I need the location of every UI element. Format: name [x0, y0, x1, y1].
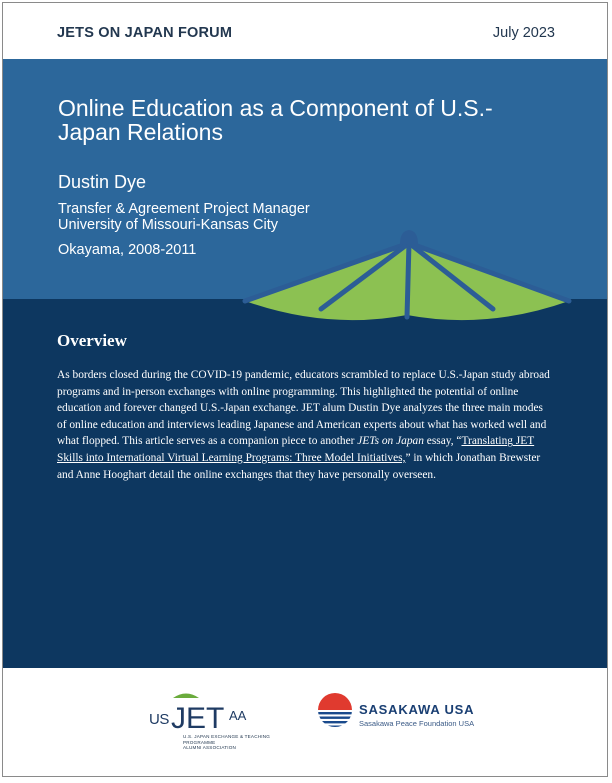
overview-heading: Overview — [57, 331, 127, 350]
series-name-italic: JETs on Japan — [357, 435, 424, 448]
usjetaa-subtitle — [183, 734, 303, 751]
hero-banner — [3, 59, 607, 299]
document-page — [2, 2, 608, 777]
author-placement: Okayama, 2008-2011 — [58, 242, 197, 258]
usjetaa-subtitle-line-2: ALUMNI ASSOCIATION — [183, 745, 237, 750]
footer — [3, 668, 607, 776]
usjetaa-logo-mark — [149, 690, 269, 730]
author-name: Dustin Dye — [58, 172, 147, 192]
header-bar — [3, 3, 607, 59]
svg-text:JET: JET — [171, 702, 225, 730]
overview-text-2: essay, “ — [423, 435, 462, 448]
rising-sun-icon — [317, 692, 353, 728]
sasakawa-usa-logo — [317, 692, 487, 742]
series-title: JETS ON JAPAN FORUM — [57, 25, 233, 41]
overview-text-3: ” in which Jonathan Brewster and Anne Hooghart detail the online exchanges that they have personally overseen. — [57, 451, 541, 481]
article-title: Online Education as a Component of U.S.-Japan Relations — [58, 95, 493, 145]
author-role — [58, 201, 310, 233]
usjetaa-subtitle-line-1: U.S. JAPAN EXCHANGE & TEACHING PROGRAMME — [183, 734, 271, 745]
overview-paragraph — [57, 367, 553, 483]
author-role-line-1: Transfer & Agreement Project Manager — [58, 201, 310, 217]
sasakawa-name: SASAKAWA USA — [359, 702, 475, 717]
usjetaa-logo — [149, 686, 299, 750]
svg-text:AA: AA — [229, 708, 247, 723]
overview-text-1: As borders closed during the COVID-19 pandemic, educators scrambled to replace U.S.-Japan study abroad programs and in-person exchanges with online programming. This highlighted the potential of online education and forever changed U.S.-Japan exchange. JET alum Dustin Dye analyzes the three main modes of online education and interviews leading Japanese and American experts about what has worked well and what flopped. This article serves as a companion piece to another — [57, 369, 550, 448]
publication-date: July 2023 — [492, 25, 555, 41]
author-role-line-2: University of Missouri-Kansas City — [58, 217, 278, 233]
sasakawa-subtitle: Sasakawa Peace Foundation USA — [359, 719, 475, 728]
svg-text:US: US — [149, 711, 169, 728]
overview-section — [3, 299, 607, 668]
companion-article-link[interactable]: Translating JET Skills into International Virtual Learning Programs: Three Model Initiatives, — [57, 435, 535, 464]
